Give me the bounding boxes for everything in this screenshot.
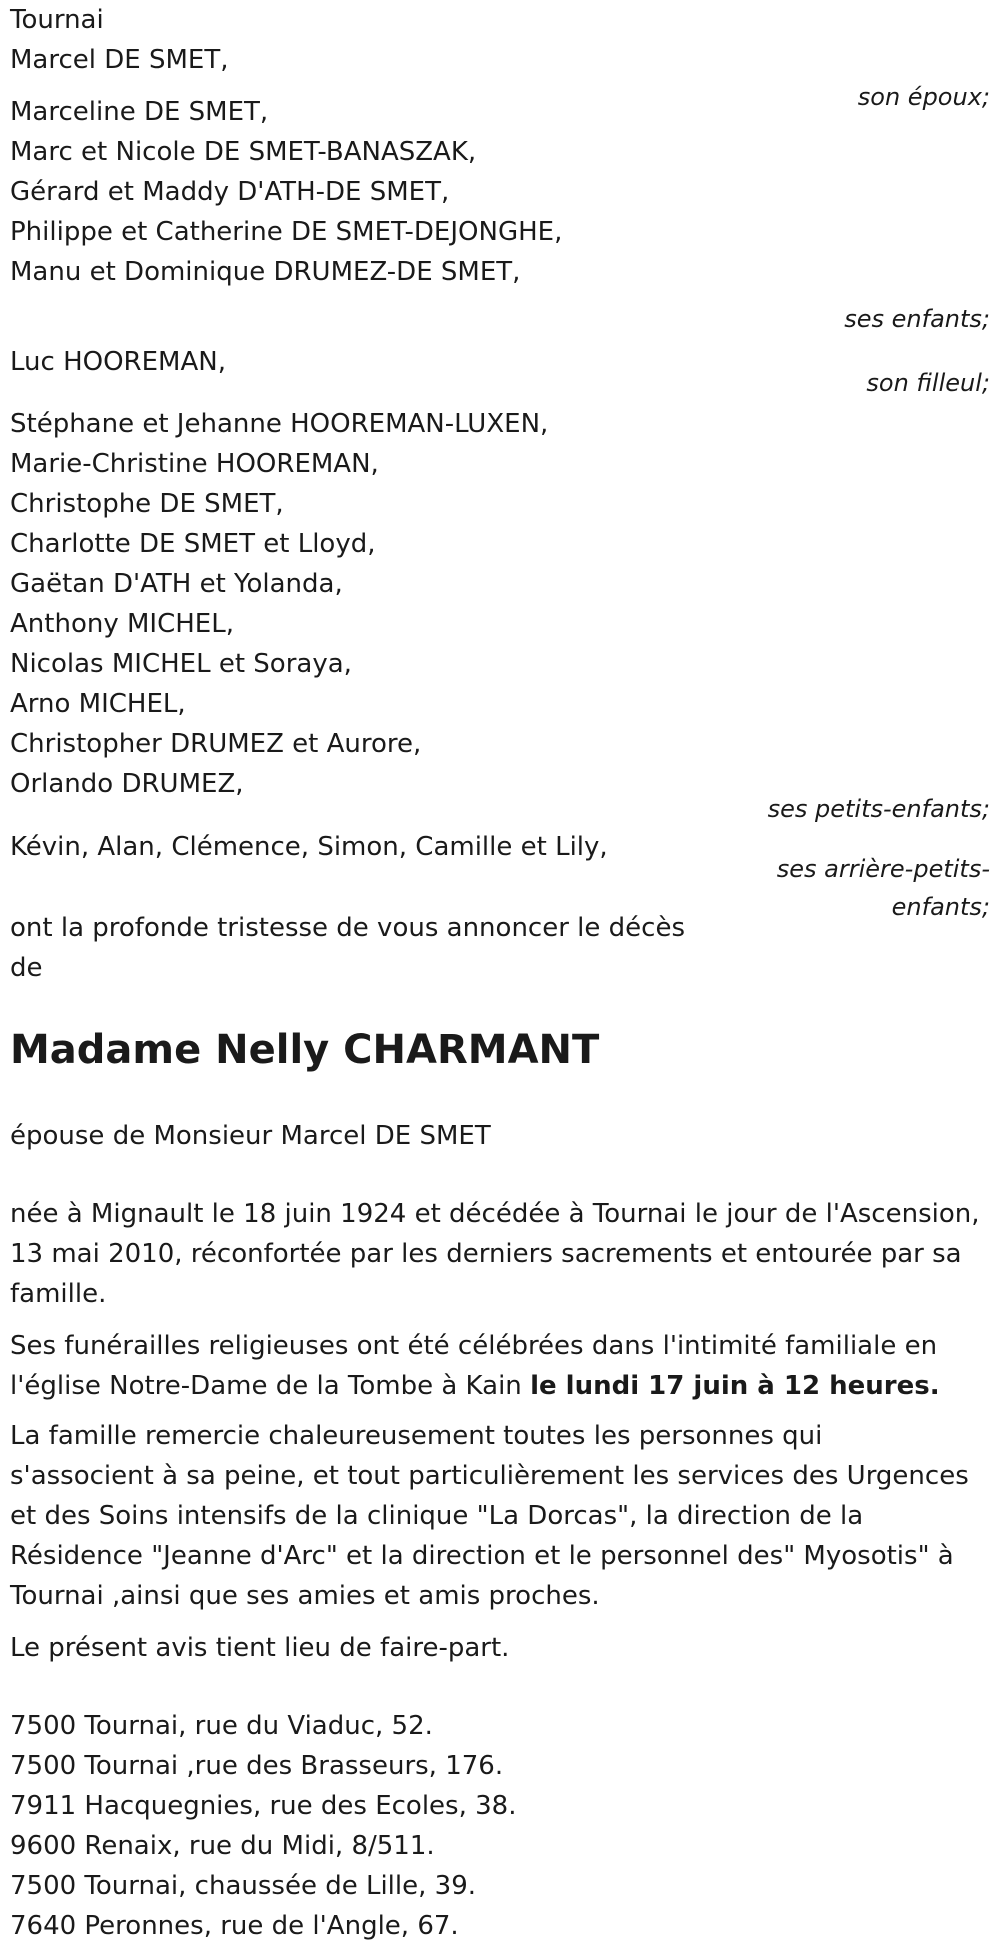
child-name: Marc et Nicole DE SMET-BANASZAK, xyxy=(10,137,477,167)
godson-block xyxy=(10,342,226,382)
grandchild-name: Nicolas MICHEL et Soraya, xyxy=(10,649,352,679)
great-grandchildren-role: ses arrière-petits-enfants; xyxy=(776,855,990,921)
address-line: 7640 Peronnes, rue de l'Angle, 67. xyxy=(10,1911,459,1941)
child-name: Philippe et Catherine DE SMET-DEJONGHE, xyxy=(10,217,563,247)
notice-text: Le présent avis tient lieu de faire-part. xyxy=(10,1633,510,1663)
address-line: 7911 Hacquegnies, rue des Ecoles, 38. xyxy=(10,1791,517,1821)
city-name: Tournai xyxy=(10,5,104,35)
announcement-line: ont la profonde tristesse de vous annoncer le décès xyxy=(10,913,685,943)
address-line: 9600 Renaix, rue du Midi, 8/511. xyxy=(10,1831,435,1861)
grandchild-name: Christopher DRUMEZ et Aurore, xyxy=(10,729,422,759)
grandchild-name: Charlotte DE SMET et Lloyd, xyxy=(10,529,376,559)
paragraph-line xyxy=(10,1366,995,1406)
paragraph-line: s'associent à sa peine, et tout particulièrement les services des Urgences xyxy=(10,1461,969,1491)
address-line: 7500 Tournai, chaussée de Lille, 39. xyxy=(10,1871,477,1901)
children-block xyxy=(10,92,562,292)
address-line: 7500 Tournai, rue du Viaduc, 52. xyxy=(10,1711,433,1741)
announcement xyxy=(10,908,685,988)
grandchild-name: Anthony MICHEL, xyxy=(10,609,234,639)
city-header xyxy=(10,0,104,40)
announcement-line: de xyxy=(10,953,43,983)
address-line: 7500 Tournai ,rue des Brasseurs, 176. xyxy=(10,1751,504,1781)
great-grandchildren-block xyxy=(10,827,608,867)
birth-death-paragraph xyxy=(10,1194,995,1314)
paragraph-line: Ses funérailles religieuses ont été célébrées dans l'intimité familiale en xyxy=(10,1331,938,1361)
grandchild-name: Stéphane et Jehanne HOOREMAN-LUXEN, xyxy=(10,409,549,439)
grandchild-name: Marie-Christine HOOREMAN, xyxy=(10,449,379,479)
paragraph-line: Résidence "Jeanne d'Arc" et la direction et le personnel des" Myosotis" à xyxy=(10,1541,954,1571)
great-grandchildren-names: Kévin, Alan, Clémence, Simon, Camille et Lily, xyxy=(10,832,608,862)
grandchild-name: Christophe DE SMET, xyxy=(10,489,284,519)
spouse-block xyxy=(10,40,229,80)
grandchildren-role: ses petits-enfants; xyxy=(767,795,990,823)
notice xyxy=(10,1628,509,1668)
grandchild-name: Arno MICHEL, xyxy=(10,689,186,719)
address-list xyxy=(10,1706,516,1946)
thanks-paragraph xyxy=(10,1416,995,1616)
child-name: Marceline DE SMET, xyxy=(10,97,269,127)
godson-name: Luc HOOREMAN, xyxy=(10,347,226,377)
child-name: Gérard et Maddy D'ATH-DE SMET, xyxy=(10,177,450,207)
wife-of xyxy=(10,1116,491,1156)
grandchildren-block xyxy=(10,404,548,804)
funeral-location: l'église Notre-Dame de la Tombe à Kain xyxy=(10,1371,531,1401)
spouse-name: Marcel DE SMET, xyxy=(10,45,229,75)
grandchild-name: Orlando DRUMEZ, xyxy=(10,769,244,799)
paragraph-line: Tournai ,ainsi que ses amies et amis proches. xyxy=(10,1581,600,1611)
spouse-role: son époux; xyxy=(857,83,990,111)
paragraph-line: famille. xyxy=(10,1279,107,1309)
paragraph-line: née à Mignault le 18 juin 1924 et décédée à Tournai le jour de l'Ascension, xyxy=(10,1199,980,1229)
grandchild-name: Gaëtan D'ATH et Yolanda, xyxy=(10,569,343,599)
paragraph-line: et des Soins intensifs de la clinique "La Dorcas", la direction de la xyxy=(10,1501,864,1531)
wife-of-text: épouse de Monsieur Marcel DE SMET xyxy=(10,1121,491,1151)
paragraph-line: 13 mai 2010, réconfortée par les derniers sacrements et entourée par sa xyxy=(10,1239,962,1269)
children-role: ses enfants; xyxy=(844,305,990,333)
godson-role: son filleul; xyxy=(866,369,990,397)
paragraph-line: La famille remercie chaleureusement toutes les personnes qui xyxy=(10,1421,823,1451)
deceased-name: Madame Nelly CHARMANT xyxy=(10,1027,600,1073)
child-name: Manu et Dominique DRUMEZ-DE SMET, xyxy=(10,257,521,287)
funeral-paragraph xyxy=(10,1326,995,1406)
funeral-date: le lundi 17 juin à 12 heures. xyxy=(530,1371,940,1401)
